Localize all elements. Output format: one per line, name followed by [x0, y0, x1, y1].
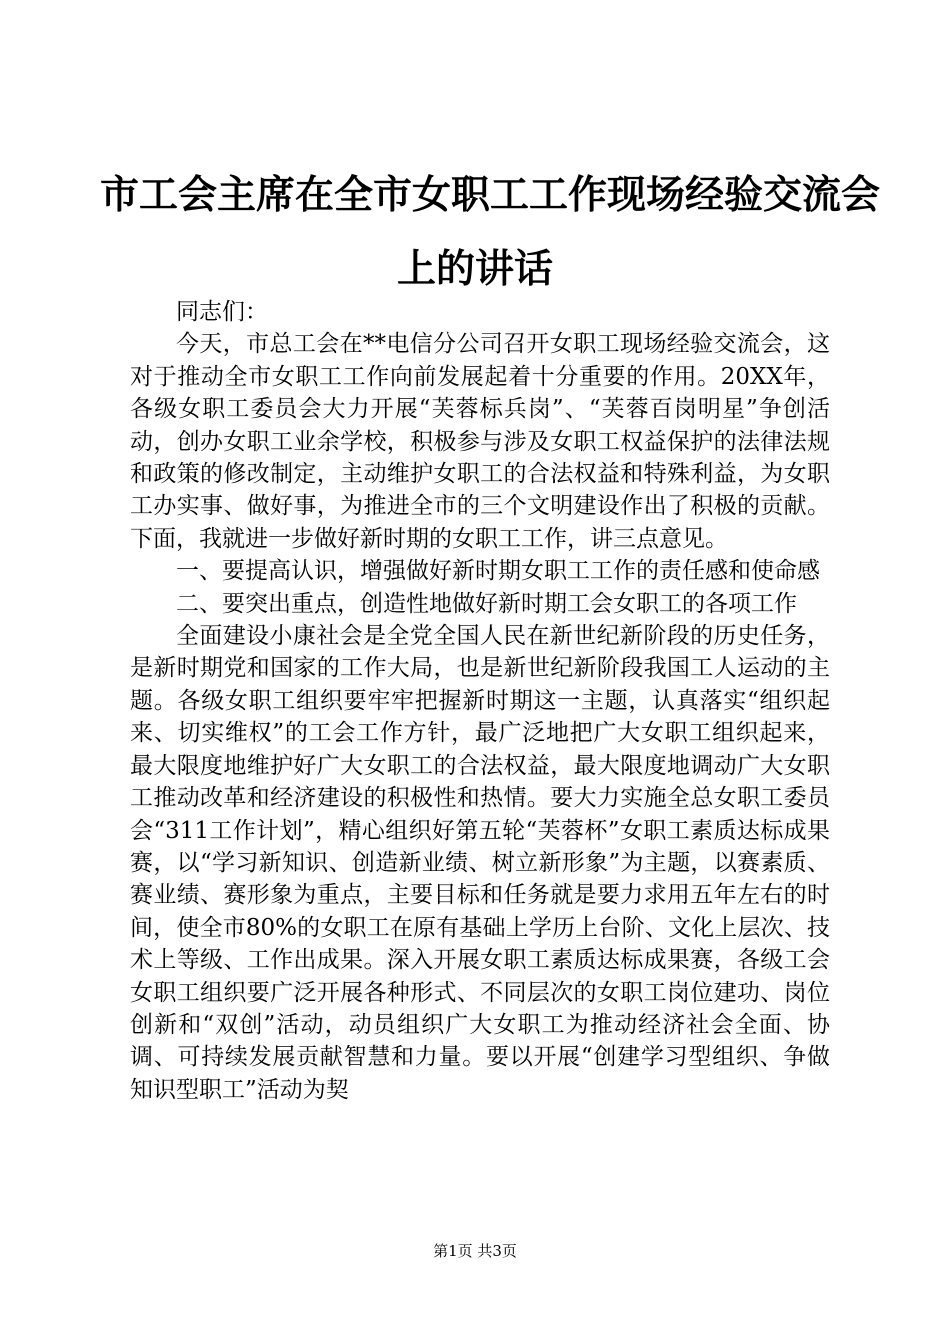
paragraph-body: 全面建设小康社会是全党全国人民在新世纪新阶段的历史任务，是新时期党和国家的工作大局，也是新世纪新阶段我国工人运动的主题。各级女职工组织要牢牢把握新时期这一主题，认真落实“组织起来、切实维权”的工会工作方针，最广泛地把广大女职工组织起来，最大限度地维护好广大女职工的合法权益，最大限度地调动广大女职工推动改革和经济建设的积极性和热情。要大力实施全总女职工委员会“311工作计划”，精心组织好第五轮“芙蓉杯”女职工素质达标成果赛，以“学习新知识、创造新业绩、树立新形象”为主题，以赛素质、赛业绩、赛形象为重点，主要目标和任务就是要力求用五年左右的时间，使全市80%的女职工在原有基础上学历上台阶、文化上层次、技术上等级、工作出成果。深入开展女职工素质达标成果赛，各级工会女职工组织要广泛开展各种形式、不同层次的女职工岗位建功、岗位创新和“双创”活动，动员组织广大女职工为推动经济社会全面、协调、可持续发展贡献智慧和力量。要以开展“创建学习型组织、争做知识型职工”活动为契 [130, 623, 830, 1103]
document-body [130, 296, 830, 1106]
title-line-1: 市工会主席在全市女职工工作现场经验交流会 [100, 172, 881, 218]
document-title [100, 158, 881, 306]
salutation: 同志们： [176, 299, 268, 325]
page-footer: 第1页 共3页 [433, 1242, 517, 1260]
title-line-2: 上的讲话 [396, 246, 553, 292]
section-heading-2: 二、要突出重点，创造性地做好新时期工会女职工的各项工作 [176, 590, 797, 617]
section-heading-1: 一、要提高认识，增强做好新时期女职工工作的责任感和使命感 [176, 558, 820, 585]
paragraph-intro: 今天，市总工会在**电信分公司召开女职工现场经验交流会，这对于推动全市女职工工作向前发展起着十分重要的作用。20XX年，各级女职工委员会大力开展“芙蓉标兵岗”、“芙蓉百岗明星”争创活动，创办女职工业余学校，积极参与涉及女职工权益保护的法律法规和政策的修改制定，主动维护女职工的合法权益和特殊利益，为女职工办实事、做好事，为推进全市的三个文明建设作出了积极的贡献。下面，我就进一步做好新时期的女职工工作，讲三点意见。 [130, 331, 830, 552]
